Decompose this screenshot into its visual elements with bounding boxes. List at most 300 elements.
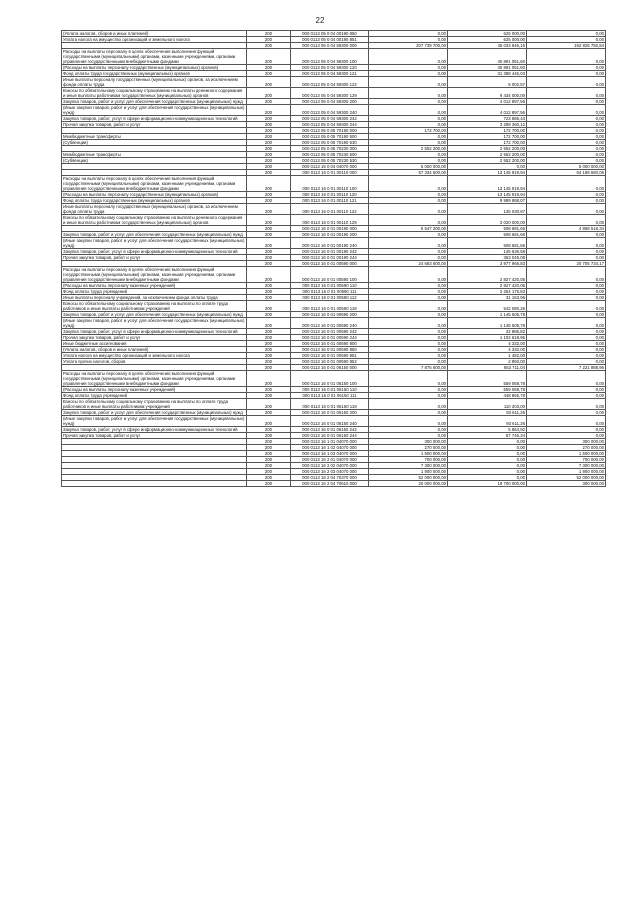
indicator-name-cell: Взносы по обязательному социальному страхованию на выплаты денежного содержания и иные выплаты работникам государственных (муниципальных) органов xyxy=(62,88,247,99)
table-row xyxy=(62,312,606,318)
approved-assignments-cell: 0,00 xyxy=(369,329,448,335)
approved-assignments-cell: 0,00 xyxy=(369,140,448,146)
line-code-cell: 200 xyxy=(247,232,291,238)
executed-cell: 31 388 446,03 xyxy=(448,71,527,77)
unexecuted-assignments-cell: 300 000,00 xyxy=(527,439,606,445)
indicator-name-cell: (Субвенции) xyxy=(62,140,247,146)
approved-assignments-cell: 0,00 xyxy=(369,399,448,410)
line-code-cell: 200 xyxy=(247,359,291,365)
table-row xyxy=(62,329,606,335)
executed-cell: 2 827 420,05 xyxy=(448,267,527,283)
line-code-cell: 200 xyxy=(247,65,291,71)
executed-cell: 0,00 xyxy=(448,457,527,463)
budget-classification-code-cell: 000 0113 16 0 01 00590 100 xyxy=(291,267,369,283)
approved-assignments-cell: 0,00 xyxy=(369,295,448,301)
indicator-name-cell: (Уплата налогов, сборов и иных платежей) xyxy=(62,31,247,37)
approved-assignments-cell: 207 739 700,00 xyxy=(369,43,448,49)
line-code-cell: 200 xyxy=(247,71,291,77)
approved-assignments-cell: 0,00 xyxy=(369,198,448,204)
executed-cell: 172 700,00 xyxy=(448,134,527,140)
table-row xyxy=(62,387,606,393)
approved-assignments-cell: 0,00 xyxy=(369,347,448,353)
table-row xyxy=(62,116,606,122)
indicator-name-cell: (Иные закупки товаров, работ и услуг для обеспечения государственных (муниципальных) нужд) xyxy=(62,416,247,427)
executed-cell: 508 681,66 xyxy=(448,232,527,238)
unexecuted-assignments-cell: 0,00 xyxy=(527,140,606,146)
line-code-cell: 200 xyxy=(247,261,291,267)
budget-classification-code-cell: 000 0113 05 0 04 59300 242 xyxy=(291,116,369,122)
budget-classification-code-cell: 000 0113 05 0 05 70230 000 xyxy=(291,146,369,152)
approved-assignments-cell: 0,00 xyxy=(369,359,448,365)
approved-assignments-cell: 0,00 xyxy=(369,255,448,261)
budget-classification-code-cell: 000 0113 16 0 01 00110 122 xyxy=(291,204,369,215)
executed-cell: 1 145 505,78 xyxy=(448,312,527,318)
approved-assignments-cell: 0,00 xyxy=(369,88,448,99)
executed-cell: 508 681,66 xyxy=(448,226,527,232)
unexecuted-assignments-cell: 7 300 000,00 xyxy=(527,463,606,469)
unexecuted-assignments-cell: 0,00 xyxy=(527,65,606,71)
budget-classification-code-cell: 000 0113 16 0 01 06150 110 xyxy=(291,387,369,393)
approved-assignments-cell: 0,00 xyxy=(369,71,448,77)
budget-classification-code-cell: 000 0113 16 1 01 04070 000 xyxy=(291,439,369,445)
unexecuted-assignments-cell: 0,00 xyxy=(527,105,606,116)
approved-assignments-cell: 0,00 xyxy=(369,152,448,158)
line-code-cell: 200 xyxy=(247,158,291,164)
line-code-cell: 200 xyxy=(247,347,291,353)
table-row xyxy=(62,105,606,116)
unexecuted-assignments-cell: 0,00 xyxy=(527,37,606,43)
indicator-name-cell: Уплата налога на имущество организаций и земельного налога xyxy=(62,37,247,43)
unexecuted-assignments-cell: 20 705 734,17 xyxy=(527,261,606,267)
indicator-name-cell: Иные выплаты персоналу учреждений, за исключением фонда оплаты труда xyxy=(62,295,247,301)
indicator-name-cell: Закупка товаров, работ, услуг в сфере информационно-коммуникационных технологий xyxy=(62,116,247,122)
executed-cell: 0,00 xyxy=(448,463,527,469)
approved-assignments-cell: 0,00 xyxy=(369,283,448,289)
executed-cell: 723 886,43 xyxy=(448,116,527,122)
table-row xyxy=(62,318,606,329)
line-code-cell: 200 xyxy=(247,439,291,445)
approved-assignments-cell: 0,00 xyxy=(369,77,448,88)
unexecuted-assignments-cell: 1 500 000,00 xyxy=(527,451,606,457)
budget-classification-code-cell: 000 0113 16 0 01 00590 851 xyxy=(291,353,369,359)
budget-classification-code-cell: 000 0113 16 2 02 04070 000 xyxy=(291,463,369,469)
executed-cell: 625 000,00 xyxy=(448,31,527,37)
executed-cell: 2 552 200,00 xyxy=(448,158,527,164)
unexecuted-assignments-cell: 0,00 xyxy=(527,232,606,238)
executed-cell: 13 145 919,94 xyxy=(448,176,527,192)
indicator-name-cell: (Иные закупки товаров, работ и услуг для обеспечения государственных (муниципальных) нужд) xyxy=(62,318,247,329)
line-code-cell: 200 xyxy=(247,128,291,134)
unexecuted-assignments-cell: 0,00 xyxy=(527,341,606,347)
executed-cell: 0,00 xyxy=(448,439,527,445)
line-code-cell: 200 xyxy=(247,469,291,475)
unexecuted-assignments-cell: 162 825 750,84 xyxy=(527,43,606,49)
indicator-name-cell: Взносы по обязательному социальному страхованию на выплаты денежного содержания и иные выплаты работникам государственных (муниципальных) органов xyxy=(62,215,247,226)
budget-classification-code-cell: 000 0113 16 1 03 04070 000 xyxy=(291,451,369,457)
executed-cell: 40 891 051,60 xyxy=(448,49,527,65)
budget-classification-code-cell: 000 0113 16 0 01 06150 000 xyxy=(291,365,369,371)
budget-classification-code-cell: 000 0113 05 0 04 59300 240 xyxy=(291,105,369,116)
budget-classification-code-cell: 000 0113 05 0 04 00190 851 xyxy=(291,37,369,43)
unexecuted-assignments-cell: 54 188 680,06 xyxy=(527,170,606,176)
budget-classification-code-cell: 000 0113 16 0 01 00590 800 xyxy=(291,341,369,347)
budget-classification-code-cell: 000 0113 05 0 04 59300 000 xyxy=(291,43,369,49)
executed-cell: 625 000,00 xyxy=(448,37,527,43)
approved-assignments-cell: 0,00 xyxy=(369,116,448,122)
budget-execution-table xyxy=(61,30,606,487)
budget-classification-code-cell: 000 0113 16 0 01 00590 200 xyxy=(291,312,369,318)
approved-assignments-cell: 67 334 600,00 xyxy=(369,170,448,176)
unexecuted-assignments-cell: 0,00 xyxy=(527,99,606,105)
budget-classification-code-cell: 000 0113 16 0 01 00190 240 xyxy=(291,238,369,249)
executed-cell: 559 068,78 xyxy=(448,371,527,387)
table-row xyxy=(62,31,606,37)
line-code-cell: 200 xyxy=(247,176,291,192)
executed-cell: 45 033 946,15 xyxy=(448,43,527,49)
line-code-cell: 200 xyxy=(247,341,291,347)
unexecuted-assignments-cell: 0,00 xyxy=(527,192,606,198)
approved-assignments-cell: 0,00 xyxy=(369,301,448,312)
approved-assignments-cell: 0,00 xyxy=(369,267,448,283)
approved-assignments-cell: 0,00 xyxy=(369,433,448,439)
budget-classification-code-cell: 000 0113 16 0 01 00590 110 xyxy=(291,283,369,289)
executed-cell: 13 145 919,94 xyxy=(448,192,527,198)
executed-cell: 3 289 360,12 xyxy=(448,122,527,128)
indicator-name-cell: Фонд оплаты труда учреждений xyxy=(62,289,247,295)
executed-cell: 13 145 919,94 xyxy=(448,170,527,176)
indicator-name-cell: Фонд оплаты труда государственных (муниципальных) органов xyxy=(62,198,247,204)
approved-assignments-cell: 7 300 000,00 xyxy=(369,463,448,469)
unexecuted-assignments-cell: 300 000,00 xyxy=(527,481,606,487)
executed-cell: 9 434 000,00 xyxy=(448,88,527,99)
unexecuted-assignments-cell: 0,00 xyxy=(527,335,606,341)
unexecuted-assignments-cell: 0,00 xyxy=(527,433,606,439)
indicator-name-cell: (Иные закупки товаров, работ и услуг для обеспечения государственных (муниципальных) нужд) xyxy=(62,238,247,249)
unexecuted-assignments-cell: 0,00 xyxy=(527,301,606,312)
indicator-name-cell: Межбюджетные трансферты xyxy=(62,152,247,158)
approved-assignments-cell: 5 547 200,00 xyxy=(369,226,448,232)
indicator-name-cell: Расходы на выплаты персоналу в целях обеспечения выполнения функций государственными (муниципальными) органами, казенными учреждениями, органами управления государственными внебюджетными фондами xyxy=(62,176,247,192)
budget-classification-code-cell: 000 0113 05 0 05 70190 000 xyxy=(291,128,369,134)
executed-cell: 2 850,00 xyxy=(448,359,527,365)
indicator-name-cell: Уплата налога на имущество организаций и земельного налога xyxy=(62,353,247,359)
budget-classification-code-cell: 000 0113 16 0 01 00190 200 xyxy=(291,232,369,238)
budget-classification-code-cell: 000 0113 05 0 05 70230 530 xyxy=(291,158,369,164)
budget-classification-code-cell: 000 0113 16 0 01 00590 119 xyxy=(291,301,369,312)
executed-cell: 0,00 xyxy=(448,164,527,170)
line-code-cell: 200 xyxy=(247,295,291,301)
executed-cell: 172 700,00 xyxy=(448,128,527,134)
unexecuted-assignments-cell: 0,00 xyxy=(527,238,606,249)
unexecuted-assignments-cell: 0,00 xyxy=(527,146,606,152)
line-code-cell: 200 xyxy=(247,140,291,146)
indicator-name-cell: Взносы по обязательному социальному страхованию на выплаты по оплате труда работников и иные выплаты работникам учреждений xyxy=(62,301,247,312)
approved-assignments-cell: 52 000 000,00 xyxy=(369,475,448,481)
table-row xyxy=(62,49,606,65)
executed-cell: 0,00 xyxy=(448,445,527,451)
indicator-name-cell: Расходы на выплаты персоналу в целях обеспечения выполнения функций государственными (муниципальными) органами, казенными учреждениями, органами управления государственными внебюджетными фондами xyxy=(62,267,247,283)
line-code-cell: 200 xyxy=(247,353,291,359)
executed-cell: 2 254 175,83 xyxy=(448,289,527,295)
approved-assignments-cell: 0,00 xyxy=(369,192,448,198)
approved-assignments-cell: 0,00 xyxy=(369,99,448,105)
indicator-name-cell: Закупка товаров, работ и услуг для обеспечения государственных (муниципальных) нужд xyxy=(62,410,247,416)
budget-classification-code-cell: 000 0113 16 0 01 06150 200 xyxy=(291,410,369,416)
executed-cell: 1 145 505,78 xyxy=(448,318,527,329)
unexecuted-assignments-cell: 0,00 xyxy=(527,427,606,433)
approved-assignments-cell: 0,00 xyxy=(369,289,448,295)
table-row xyxy=(62,249,606,255)
line-code-cell: 200 xyxy=(247,416,291,427)
line-code-cell: 200 xyxy=(247,43,291,49)
approved-assignments-cell: 270 000,00 xyxy=(369,445,448,451)
table-row xyxy=(62,283,606,289)
budget-classification-code-cell: 000 0113 16 0 01 00590 112 xyxy=(291,295,369,301)
executed-cell: 1 482,00 xyxy=(448,353,527,359)
approved-assignments-cell: 0,00 xyxy=(369,176,448,192)
approved-assignments-cell: 0,00 xyxy=(369,37,448,43)
approved-assignments-cell: 0,00 xyxy=(369,353,448,359)
executed-cell: 5 864,92 xyxy=(448,427,527,433)
approved-assignments-cell: 0,00 xyxy=(369,238,448,249)
indicator-name-cell: Уплата прочих налогов, сборов xyxy=(62,359,247,365)
table-row xyxy=(62,238,606,249)
line-code-cell: 200 xyxy=(247,289,291,295)
budget-classification-code-cell: 000 0113 16 0 01 00190 244 xyxy=(291,255,369,261)
table-row xyxy=(62,427,606,433)
executed-cell: 31 163,96 xyxy=(448,295,527,301)
approved-assignments-cell: 0,00 xyxy=(369,341,448,347)
line-code-cell: 200 xyxy=(247,393,291,399)
indicator-name-cell: Расходы на выплаты персоналу в целях обеспечения выполнения функций государственными (муниципальными) органами, казенными учреждениями, органами управления государственными внебюджетными фондами xyxy=(62,371,247,387)
indicator-name-cell: Расходы на выплаты персоналу в целях обеспечения выполнения функций государственными (муниципальными) органами, казенными учреждениями, органами управления государственными внебюджетными фондами xyxy=(62,49,247,65)
unexecuted-assignments-cell: 0,00 xyxy=(527,134,606,140)
indicator-name-cell: Фонд оплаты труда государственных (муниципальных) органов xyxy=(62,71,247,77)
unexecuted-assignments-cell: 0,00 xyxy=(527,410,606,416)
unexecuted-assignments-cell: 0,00 xyxy=(527,289,606,295)
unexecuted-assignments-cell: 0,00 xyxy=(527,371,606,387)
unexecuted-assignments-cell: 52 000 000,00 xyxy=(527,475,606,481)
executed-cell: 1 102 618,96 xyxy=(448,335,527,341)
budget-classification-code-cell: 000 0113 16 1 02 04070 000 xyxy=(291,445,369,451)
budget-classification-code-cell: 000 0113 16 0 01 00110 000 xyxy=(291,170,369,176)
line-code-cell: 200 xyxy=(247,164,291,170)
budget-classification-code-cell: 000 0113 16 0 01 06150 100 xyxy=(291,371,369,387)
table-row xyxy=(62,416,606,427)
budget-classification-code-cell: 000 0113 16 0 01 00190 000 xyxy=(291,226,369,232)
unexecuted-assignments-cell: 0,00 xyxy=(527,295,606,301)
line-code-cell: 200 xyxy=(247,283,291,289)
approved-assignments-cell: 1 500 000,00 xyxy=(369,451,448,457)
indicator-name-cell: Иные выплаты персоналу государственных (муниципальных) органов, за исключением фонда оплаты труда xyxy=(62,204,247,215)
unexecuted-assignments-cell: 0,00 xyxy=(527,215,606,226)
line-code-cell: 200 xyxy=(247,427,291,433)
table-row xyxy=(62,267,606,283)
unexecuted-assignments-cell: 270 000,00 xyxy=(527,445,606,451)
line-code-cell: 200 xyxy=(247,249,291,255)
table-row xyxy=(62,347,606,353)
approved-assignments-cell: 7 875 600,00 xyxy=(369,365,448,371)
approved-assignments-cell: 5 000 000,00 xyxy=(369,164,448,170)
line-code-cell: 200 xyxy=(247,77,291,88)
budget-classification-code-cell: 000 0113 16 0 01 00590 852 xyxy=(291,359,369,365)
unexecuted-assignments-cell: 0,00 xyxy=(527,347,606,353)
unexecuted-assignments-cell: 5 000 000,00 xyxy=(527,164,606,170)
table-row xyxy=(62,204,606,215)
executed-cell: 93 611,26 xyxy=(448,416,527,427)
budget-classification-code-cell: 000 0113 05 0 04 59300 120 xyxy=(291,65,369,71)
line-code-cell: 200 xyxy=(247,481,291,487)
indicator-name-cell: Закупка товаров, работ, услуг в сфере информационно-коммуникационных технологий xyxy=(62,249,247,255)
approved-assignments-cell: 2 552 200,00 xyxy=(369,146,448,152)
budget-classification-code-cell: 000 0113 16 0 01 06150 119 xyxy=(291,399,369,410)
budget-classification-code-cell: 000 0113 16 0 01 00110 121 xyxy=(291,198,369,204)
line-code-cell: 200 xyxy=(247,387,291,393)
approved-assignments-cell: 0,00 xyxy=(369,427,448,433)
approved-assignments-cell: 0,00 xyxy=(369,410,448,416)
indicator-name-cell: Закупка товаров, работ и услуг для обеспечения государственных (муниципальных) нужд xyxy=(62,99,247,105)
budget-classification-code-cell: 000 0113 16 0 01 00590 000 xyxy=(291,261,369,267)
approved-assignments-cell: 0,00 xyxy=(369,49,448,65)
table-row xyxy=(62,410,606,416)
line-code-cell: 200 xyxy=(247,267,291,283)
line-code-cell: 200 xyxy=(247,31,291,37)
unexecuted-assignments-cell: 0,00 xyxy=(527,77,606,88)
approved-assignments-cell: 0,00 xyxy=(369,215,448,226)
line-code-cell: 200 xyxy=(247,226,291,232)
budget-classification-code-cell: 000 0113 05 0 04 59300 121 xyxy=(291,71,369,77)
unexecuted-assignments-cell: 4 858 518,34 xyxy=(527,226,606,232)
approved-assignments-cell: 0,00 xyxy=(369,416,448,427)
approved-assignments-cell: 0,00 xyxy=(369,105,448,116)
unexecuted-assignments-cell: 0,00 xyxy=(527,204,606,215)
indicator-name-cell: Закупка товаров, работ, услуг в сфере информационно-коммуникационных технологий xyxy=(62,427,247,433)
indicator-name-cell: Фонд оплаты труда учреждений xyxy=(62,393,247,399)
unexecuted-assignments-cell: 0,00 xyxy=(527,387,606,393)
budget-classification-code-cell: 000 0113 16 0 01 00590 240 xyxy=(291,318,369,329)
approved-assignments-cell: 0,00 xyxy=(369,312,448,318)
line-code-cell: 200 xyxy=(247,365,291,371)
indicator-name-cell: Межбюджетные трансферты xyxy=(62,134,247,140)
line-code-cell: 200 xyxy=(247,371,291,387)
table-row xyxy=(62,301,606,312)
line-code-cell: 200 xyxy=(247,457,291,463)
unexecuted-assignments-cell: 0,00 xyxy=(527,393,606,399)
budget-classification-code-cell: 000 0113 16 0 01 06150 111 xyxy=(291,393,369,399)
budget-classification-code-cell: 000 0113 15 0 04 04070 000 xyxy=(291,164,369,170)
indicator-name-cell: (Расходы на выплаты персоналу государственных (муниципальных) органов) xyxy=(62,192,247,198)
budget-classification-code-cell: 000 0113 05 0 05 70190 500 xyxy=(291,134,369,140)
table-row xyxy=(62,198,606,204)
unexecuted-assignments-cell: 0,00 xyxy=(527,249,606,255)
unexecuted-assignments-cell: 1 900 000,00 xyxy=(527,469,606,475)
executed-cell: 653 711,04 xyxy=(448,365,527,371)
approved-assignments-cell: 0,00 xyxy=(369,158,448,164)
executed-cell: 40 891 051,60 xyxy=(448,65,527,71)
line-code-cell: 200 xyxy=(247,215,291,226)
budget-classification-code-cell: 000 0113 05 0 04 59300 100 xyxy=(291,49,369,65)
executed-cell: 3 020 000,00 xyxy=(448,215,527,226)
budget-classification-code-cell: 000 0113 16 0 01 06150 240 xyxy=(291,416,369,427)
indicator-name-cell: Прочая закупка товаров, работ и услуг xyxy=(62,433,247,439)
budget-classification-code-cell: 000 0113 05 0 04 00190 850 xyxy=(291,31,369,37)
budget-classification-code-cell: 000 0113 05 0 04 59300 244 xyxy=(291,122,369,128)
line-code-cell: 200 xyxy=(247,399,291,410)
approved-assignments-cell: 172 700,00 xyxy=(369,128,448,134)
unexecuted-assignments-cell: 0,00 xyxy=(527,267,606,283)
executed-cell: 4 332,00 xyxy=(448,347,527,353)
line-code-cell: 200 xyxy=(247,146,291,152)
unexecuted-assignments-cell: 0,00 xyxy=(527,353,606,359)
executed-cell: 0,00 xyxy=(448,451,527,457)
executed-cell: 363 045,08 xyxy=(448,255,527,261)
unexecuted-assignments-cell: 0,00 xyxy=(527,176,606,192)
executed-cell: 135 030,87 xyxy=(448,204,527,215)
indicator-name-cell: (Расходы на выплаты персоналу казенных учреждений) xyxy=(62,283,247,289)
line-code-cell: 200 xyxy=(247,451,291,457)
indicator-name-cell: (Расходы на выплаты персоналу государственных (муниципальных) органов) xyxy=(62,65,247,71)
indicator-name-cell: Закупка товаров, работ, услуг в сфере информационно-коммуникационных технологий xyxy=(62,329,247,335)
approved-assignments-cell: 300 000,00 xyxy=(369,439,448,445)
executed-cell: 93 611,26 xyxy=(448,410,527,416)
line-code-cell: 200 xyxy=(247,49,291,65)
approved-assignments-cell: 0,00 xyxy=(369,122,448,128)
indicator-name-cell: (Субвенции) xyxy=(62,158,247,164)
unexecuted-assignments-cell: 0,00 xyxy=(527,152,606,158)
approved-assignments-cell: 0,00 xyxy=(369,232,448,238)
unexecuted-assignments-cell: 0,00 xyxy=(527,158,606,164)
executed-cell: 2 552 200,00 xyxy=(448,146,527,152)
executed-cell: 19 700 000,00 xyxy=(448,481,527,487)
budget-classification-code-cell: 000 0113 16 0 01 06150 242 xyxy=(291,427,369,433)
table-row xyxy=(62,295,606,301)
line-code-cell: 200 xyxy=(247,152,291,158)
table-row xyxy=(62,37,606,43)
table-row xyxy=(62,192,606,198)
table-row xyxy=(62,399,606,410)
executed-cell: 172 700,00 xyxy=(448,140,527,146)
line-code-cell: 200 xyxy=(247,318,291,329)
line-code-cell: 200 xyxy=(247,204,291,215)
unexecuted-assignments-cell: 0,00 xyxy=(527,283,606,289)
approved-assignments-cell: 0,00 xyxy=(369,371,448,387)
indicator-name-cell: Закупка товаров, работ и услуг для обеспечения государственных (муниципальных) нужд xyxy=(62,232,247,238)
indicator-name-cell: (Расходы на выплаты персоналу казенных учреждений) xyxy=(62,387,247,393)
indicator-name-cell xyxy=(62,481,247,487)
unexecuted-assignments-cell: 0,00 xyxy=(527,416,606,427)
unexecuted-assignments-cell: 0,00 xyxy=(527,128,606,134)
approved-assignments-cell: 0,00 xyxy=(369,393,448,399)
indicator-name-cell: Закупка товаров, работ и услуг для обеспечения государственных (муниципальных) нужд xyxy=(62,312,247,318)
unexecuted-assignments-cell: 0,00 xyxy=(527,255,606,261)
line-code-cell: 200 xyxy=(247,192,291,198)
unexecuted-assignments-cell: 0,00 xyxy=(527,116,606,122)
budget-classification-code-cell: 000 0113 16 0 01 00590 242 xyxy=(291,329,369,335)
indicator-name-cell: Прочая закупка товаров, работ и услуг xyxy=(62,335,247,341)
line-code-cell: 200 xyxy=(247,312,291,318)
line-code-cell: 200 xyxy=(247,122,291,128)
executed-cell: 448 865,78 xyxy=(448,393,527,399)
line-code-cell: 200 xyxy=(247,335,291,341)
line-code-cell: 200 xyxy=(247,198,291,204)
line-code-cell: 200 xyxy=(247,134,291,140)
approved-assignments-cell: 0,00 xyxy=(369,249,448,255)
approved-assignments-cell: 0,00 xyxy=(369,387,448,393)
executed-cell: 2 827 420,05 xyxy=(448,283,527,289)
approved-assignments-cell: 20 000 000,00 xyxy=(369,481,448,487)
line-code-cell: 200 xyxy=(247,238,291,249)
line-code-cell: 200 xyxy=(247,410,291,416)
